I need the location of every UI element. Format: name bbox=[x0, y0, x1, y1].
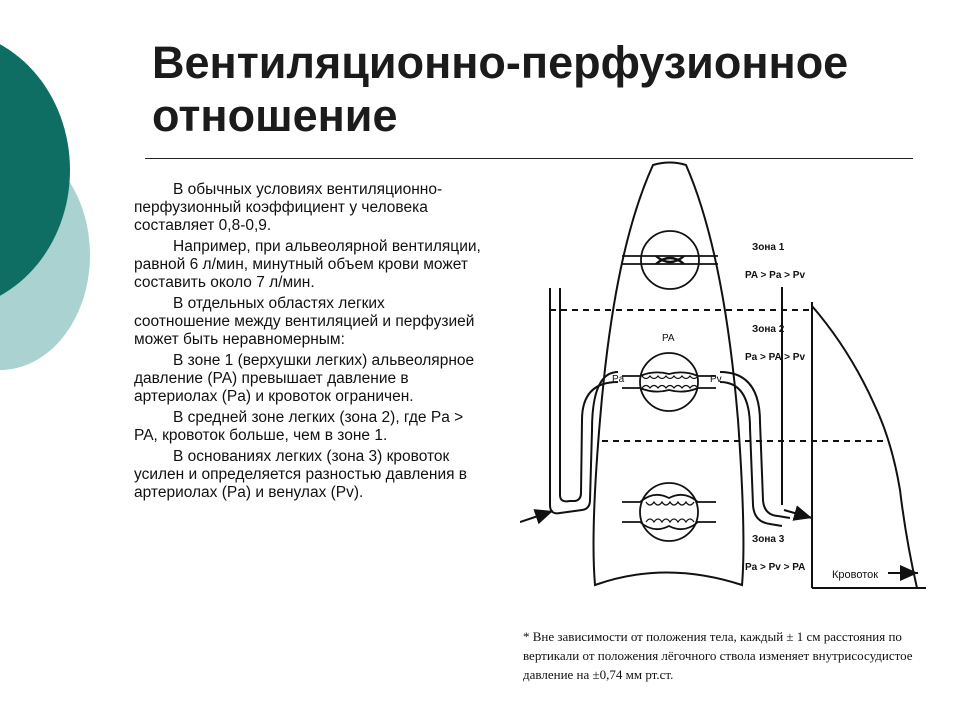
title-divider bbox=[145, 158, 913, 159]
alveolus-zone-1 bbox=[622, 231, 718, 289]
zone-1-relation: PA > Pa > Pv bbox=[745, 270, 806, 281]
alveolus-zone-3 bbox=[622, 483, 716, 541]
lung-zones-diagram bbox=[520, 160, 940, 600]
venous-pressure-label: Pv bbox=[710, 374, 722, 385]
flow-axis-label: Кровоток bbox=[832, 569, 879, 581]
paragraph: В обычных условиях вентиляционно-перфузионный коэффициент у человека составляет 0,8-0,9. bbox=[134, 181, 443, 234]
footnote: * Вне зависимости от положения тела, каждый ± 1 см расстояния по вертикали от положения лёгочного ствола изменяет внутрисосудистое давление на ±0,74 мм рт.ст. bbox=[523, 629, 913, 682]
body-text bbox=[134, 181, 484, 505]
zone-3-relation: Pa > Pv > PA bbox=[745, 562, 806, 573]
right-tube-outer bbox=[720, 372, 790, 518]
zone-1-label: Зона 1 bbox=[752, 242, 785, 253]
paragraph: В отдельных областях легких соотношение между вентиляцией и перфузией может быть неравномерным: bbox=[134, 295, 475, 348]
paragraph: В основаниях легких (зона 3) кровоток усилен и определяется разностью давления в артериолах (Pa) и венулах (Pv). bbox=[134, 448, 468, 501]
slide-title: Вентиляционно-перфузионное отношение bbox=[152, 37, 849, 141]
blood-flow-curve bbox=[812, 306, 917, 588]
zone-3-label: Зона 3 bbox=[752, 534, 785, 545]
paragraph: В средней зоне легких (зона 2), где Pa > PA, кровоток больше, чем в зоне 1. bbox=[134, 409, 464, 444]
zone-2-relation: Pa > PA > Pv bbox=[745, 352, 806, 363]
alveolus-zone-2 bbox=[622, 353, 716, 411]
alveolar-pressure-label: PA bbox=[662, 333, 675, 344]
zone-2-label: Зона 2 bbox=[752, 324, 785, 335]
left-tube-inner bbox=[560, 288, 618, 501]
paragraph: Например, при альвеолярной вентиляции, равной 6 л/мин, минутный объем крови может составить около 7 л/мин. bbox=[134, 238, 481, 291]
right-tube-inner bbox=[720, 382, 782, 526]
arterial-pressure-label: Pa bbox=[612, 374, 625, 385]
inflow-arrow bbox=[520, 511, 553, 522]
paragraph: В зоне 1 (верхушки легких) альвеолярное давление (PA) превышает давление в артериолах (Pa) и кровоток ограничен. bbox=[134, 352, 475, 405]
